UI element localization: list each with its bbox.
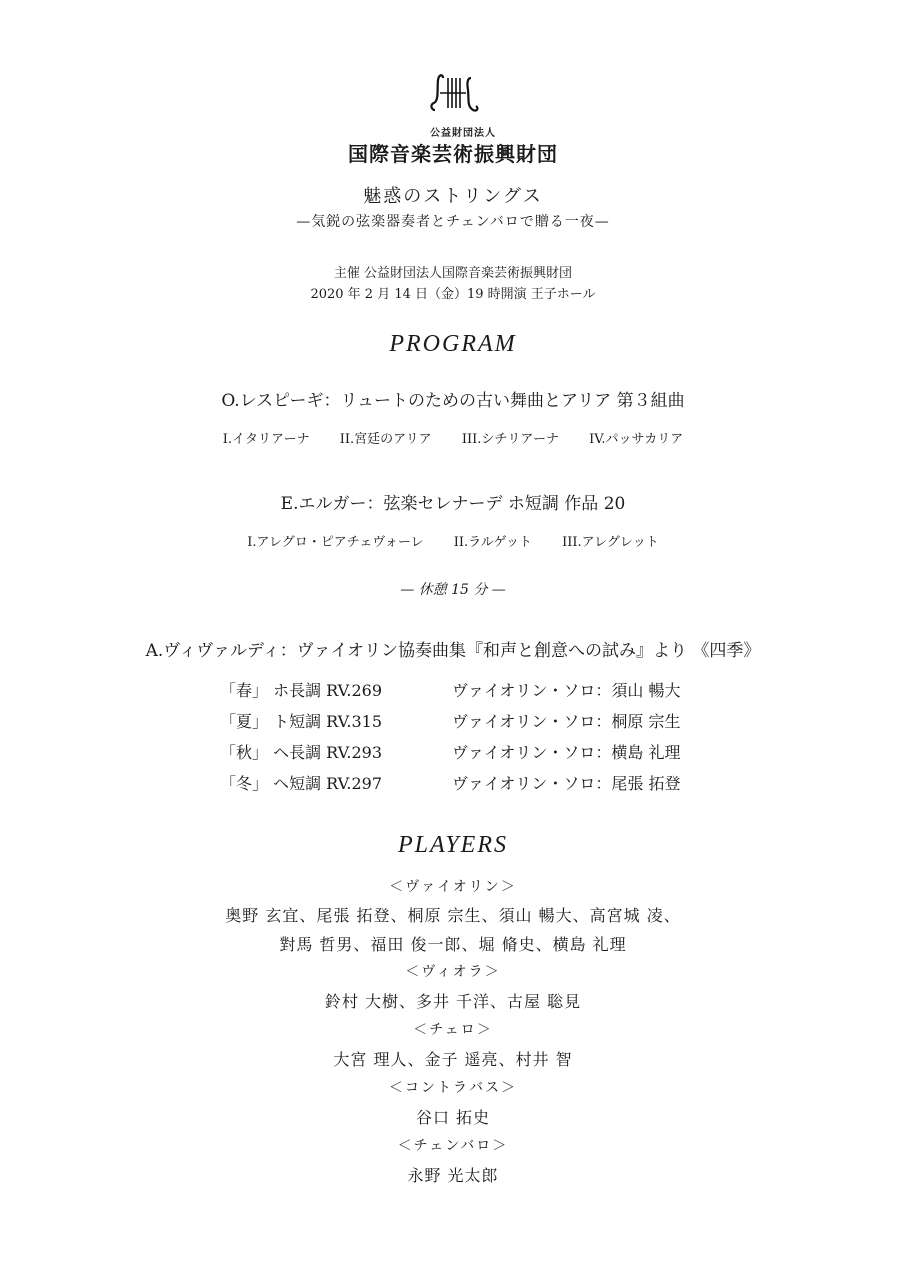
- foundation-logo: [0, 70, 906, 122]
- section-label-cembalo: ＜チェンバロ＞: [397, 1138, 509, 1154]
- cembalo-names: 永野 光太郎: [407, 1166, 499, 1185]
- violin-names-line2: 對馬 哲男、福田 俊一郎、堀 脩史、横島 礼理: [279, 935, 627, 954]
- season-soloist: ヴァイオリン・ソロ：尾張 拓登: [452, 774, 681, 793]
- violin-names-line1: 奥野 玄宜、尾張 拓登、桐原 宗生、須山 暢大、高宮城 凌、: [225, 906, 681, 925]
- season-soloist: ヴァイオリン・ソロ：横島 礼理: [452, 743, 681, 762]
- concert-host: 主催 公益財団法人国際音楽芸術振興財団: [333, 266, 573, 281]
- concert-title: 魅惑のストリングス: [363, 186, 543, 207]
- contrabass-names: 谷口 拓史: [415, 1108, 491, 1127]
- section-label-viola: ＜ヴィオラ＞: [405, 964, 501, 980]
- movement-item: II.宮廷のアリア: [339, 432, 432, 447]
- season-soloist: ヴァイオリン・ソロ：桐原 宗生: [452, 712, 681, 731]
- program-work-elgar: E.エルガー：弦楽セレナーデ ホ短調 作品 20: [280, 494, 626, 514]
- season-row-summer: [220, 709, 740, 740]
- movement-item: III.アレグレット: [562, 535, 659, 550]
- program-work-respighi: O.レスピーギ：リュートのための古い舞曲とアリア 第３組曲: [221, 391, 685, 411]
- section-label-cello: ＜チェロ＞: [413, 1022, 493, 1038]
- concert-subtitle: —気鋭の弦楽器奏者とチェンバロで贈る一夜—: [296, 214, 610, 230]
- season-piece: 「夏」 ト短調 RV.315: [220, 712, 383, 731]
- season-piece: 「秋」 ヘ長調 RV.293: [220, 743, 383, 762]
- org-type-label: 公益財団法人: [430, 128, 496, 139]
- season-list: [220, 678, 740, 802]
- movement-item: IV.パッサカリア: [589, 432, 684, 447]
- cello-names: 大宮 理人、金子 遥亮、村井 智: [333, 1050, 573, 1069]
- movement-item: II.ラルゲット: [453, 535, 532, 550]
- intermission-note: — 休憩 15 分 —: [400, 582, 506, 598]
- program-work-vivaldi: A.ヴィヴァルディ：ヴァイオリン協奏曲集『和声と創意への試み』より 《四季》: [145, 641, 761, 661]
- season-piece: 「冬」 ヘ短調 RV.297: [220, 774, 383, 793]
- section-label-violin: ＜ヴァイオリン＞: [389, 879, 517, 895]
- movement-list-respighi: [0, 428, 906, 447]
- concert-date: 2020 年 2 月 14 日（金）19 時開演 王子ホール: [310, 287, 596, 302]
- org-name: 国際音楽芸術振興財団: [348, 142, 558, 166]
- season-row-winter: [220, 771, 740, 802]
- movement-list-elgar: [0, 531, 906, 550]
- season-piece: 「春」 ホ長調 RV.269: [220, 681, 383, 700]
- movement-item: III.シチリアーナ: [461, 432, 559, 447]
- season-row-autumn: [220, 740, 740, 771]
- section-label-contrabass: ＜コントラバス＞: [389, 1080, 517, 1096]
- season-row-spring: [220, 678, 740, 709]
- movement-item: I.アレグロ・ピアチェヴォーレ: [247, 535, 424, 550]
- movement-item: I.イタリアーナ: [222, 432, 310, 447]
- music-staff-logo-icon: [421, 70, 485, 118]
- viola-names: 鈴村 大樹、多井 千洋、古屋 聡見: [324, 992, 582, 1011]
- season-soloist: ヴァイオリン・ソロ：須山 暢大: [452, 681, 681, 700]
- program-heading: PROGRAM: [389, 331, 517, 357]
- players-heading: PLAYERS: [397, 832, 508, 858]
